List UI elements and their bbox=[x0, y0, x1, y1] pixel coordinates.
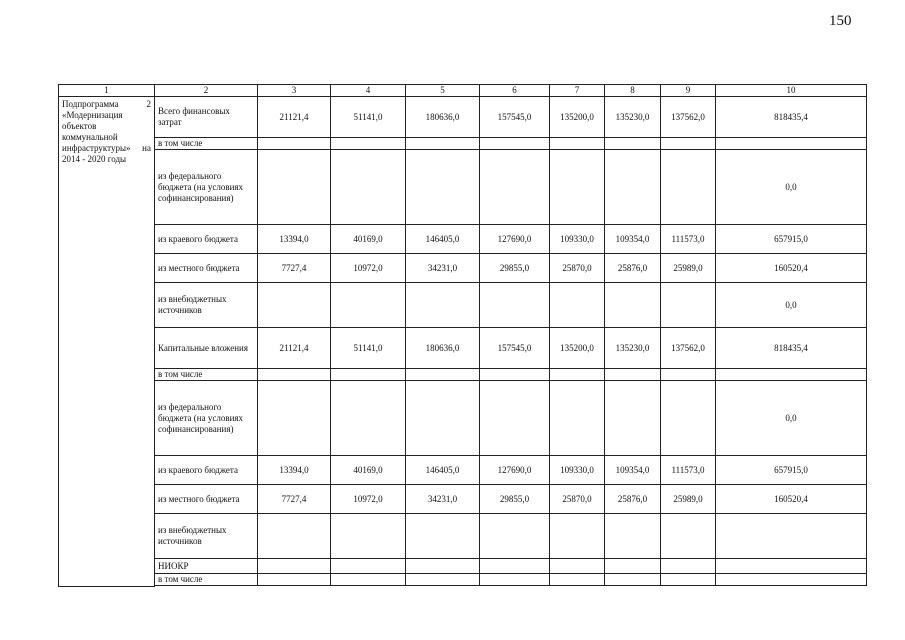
value-cell: 40169,0 bbox=[331, 456, 406, 485]
table-row bbox=[59, 328, 867, 369]
value-cell bbox=[258, 381, 331, 456]
value-cell: 109330,0 bbox=[550, 225, 605, 254]
value-cell: 109330,0 bbox=[550, 456, 605, 485]
value-cell bbox=[480, 574, 550, 586]
value-cell bbox=[331, 574, 406, 586]
value-cell: 111573,0 bbox=[661, 456, 716, 485]
value-cell: 51141,0 bbox=[331, 328, 406, 369]
value-cell bbox=[605, 381, 661, 456]
column-header: 2 bbox=[155, 85, 258, 97]
value-cell bbox=[605, 574, 661, 586]
value-cell bbox=[406, 381, 480, 456]
value-cell bbox=[605, 514, 661, 559]
value-cell: 146405,0 bbox=[406, 225, 480, 254]
value-cell bbox=[661, 574, 716, 586]
page-number: 150 bbox=[829, 13, 852, 29]
row-label: Всего финансовых затрат bbox=[155, 97, 258, 138]
value-cell: 180636,0 bbox=[406, 328, 480, 369]
column-header: 3 bbox=[258, 85, 331, 97]
column-header: 6 bbox=[480, 85, 550, 97]
value-cell bbox=[550, 514, 605, 559]
value-cell bbox=[480, 150, 550, 225]
program-label-cell: Подпрограмма 2 «Модернизация объектов коммунальной инфраструктуры» на 2014 - 2020 годы bbox=[59, 97, 155, 587]
column-header: 8 bbox=[605, 85, 661, 97]
row-label: в том числе bbox=[155, 369, 258, 381]
row-label: НИОКР bbox=[155, 559, 258, 574]
value-cell bbox=[331, 150, 406, 225]
column-header: 10 bbox=[716, 85, 867, 97]
table-row bbox=[59, 514, 867, 559]
row-label: из краевого бюджета bbox=[155, 225, 258, 254]
table-row bbox=[59, 150, 867, 225]
value-cell bbox=[605, 138, 661, 150]
header-row bbox=[59, 85, 867, 97]
value-cell bbox=[716, 514, 867, 559]
value-cell: 135200,0 bbox=[550, 328, 605, 369]
value-cell bbox=[331, 369, 406, 381]
value-cell bbox=[406, 559, 480, 574]
value-cell bbox=[258, 150, 331, 225]
value-cell: 21121,4 bbox=[258, 328, 331, 369]
table-row bbox=[59, 369, 867, 381]
value-cell: 137562,0 bbox=[661, 97, 716, 138]
column-header: 7 bbox=[550, 85, 605, 97]
table-row bbox=[59, 559, 867, 574]
value-cell bbox=[661, 283, 716, 328]
value-cell: 29855,0 bbox=[480, 254, 550, 283]
value-cell: 160520,4 bbox=[716, 485, 867, 514]
value-cell bbox=[550, 150, 605, 225]
value-cell bbox=[258, 574, 331, 586]
value-cell bbox=[605, 559, 661, 574]
value-cell bbox=[550, 574, 605, 586]
value-cell: 25989,0 bbox=[661, 485, 716, 514]
value-cell: 818435,4 bbox=[716, 328, 867, 369]
value-cell: 7727,4 bbox=[258, 254, 331, 283]
value-cell: 34231,0 bbox=[406, 485, 480, 514]
table-row bbox=[59, 97, 867, 138]
value-cell: 135200,0 bbox=[550, 97, 605, 138]
value-cell bbox=[661, 369, 716, 381]
value-cell bbox=[406, 138, 480, 150]
value-cell bbox=[406, 150, 480, 225]
value-cell bbox=[550, 381, 605, 456]
row-label: в том числе bbox=[155, 574, 258, 586]
value-cell: 180636,0 bbox=[406, 97, 480, 138]
value-cell bbox=[258, 559, 331, 574]
value-cell: 0,0 bbox=[716, 150, 867, 225]
value-cell: 25870,0 bbox=[550, 254, 605, 283]
value-cell bbox=[480, 283, 550, 328]
financing-table bbox=[58, 84, 867, 587]
value-cell bbox=[605, 369, 661, 381]
value-cell: 25989,0 bbox=[661, 254, 716, 283]
row-label: из внебюджетных источников bbox=[155, 514, 258, 559]
value-cell bbox=[406, 283, 480, 328]
value-cell bbox=[605, 150, 661, 225]
value-cell: 0,0 bbox=[716, 283, 867, 328]
value-cell: 657915,0 bbox=[716, 225, 867, 254]
value-cell bbox=[406, 514, 480, 559]
value-cell bbox=[480, 381, 550, 456]
value-cell: 13394,0 bbox=[258, 456, 331, 485]
value-cell: 13394,0 bbox=[258, 225, 331, 254]
value-cell bbox=[331, 283, 406, 328]
value-cell bbox=[480, 514, 550, 559]
value-cell bbox=[716, 559, 867, 574]
value-cell: 21121,4 bbox=[258, 97, 331, 138]
row-label: из местного бюджета bbox=[155, 485, 258, 514]
value-cell: 10972,0 bbox=[331, 485, 406, 514]
value-cell bbox=[406, 574, 480, 586]
value-cell bbox=[258, 369, 331, 381]
table-row bbox=[59, 485, 867, 514]
row-label: из федерального бюджета (на условиях софинансирования) bbox=[155, 381, 258, 456]
value-cell bbox=[480, 559, 550, 574]
table-row bbox=[59, 225, 867, 254]
value-cell bbox=[550, 138, 605, 150]
column-header: 9 bbox=[661, 85, 716, 97]
value-cell: 157545,0 bbox=[480, 328, 550, 369]
value-cell bbox=[716, 138, 867, 150]
value-cell bbox=[331, 381, 406, 456]
value-cell bbox=[661, 381, 716, 456]
value-cell: 160520,4 bbox=[716, 254, 867, 283]
value-cell bbox=[480, 138, 550, 150]
column-header: 1 bbox=[59, 85, 155, 97]
value-cell: 818435,4 bbox=[716, 97, 867, 138]
table-row bbox=[59, 381, 867, 456]
value-cell: 10972,0 bbox=[331, 254, 406, 283]
value-cell: 0,0 bbox=[716, 381, 867, 456]
value-cell: 657915,0 bbox=[716, 456, 867, 485]
value-cell bbox=[331, 138, 406, 150]
value-cell: 40169,0 bbox=[331, 225, 406, 254]
row-label: Капитальные вложения bbox=[155, 328, 258, 369]
value-cell: 157545,0 bbox=[480, 97, 550, 138]
value-cell bbox=[331, 514, 406, 559]
row-label: из местного бюджета bbox=[155, 254, 258, 283]
value-cell: 127690,0 bbox=[480, 456, 550, 485]
row-label: из краевого бюджета bbox=[155, 456, 258, 485]
column-header: 4 bbox=[331, 85, 406, 97]
value-cell: 29855,0 bbox=[480, 485, 550, 514]
value-cell bbox=[480, 369, 550, 381]
value-cell bbox=[550, 283, 605, 328]
row-label: из федерального бюджета (на условиях софинансирования) bbox=[155, 150, 258, 225]
table-row bbox=[59, 283, 867, 328]
value-cell: 51141,0 bbox=[331, 97, 406, 138]
value-cell: 7727,4 bbox=[258, 485, 331, 514]
value-cell bbox=[716, 369, 867, 381]
value-cell: 25876,0 bbox=[605, 485, 661, 514]
table-row bbox=[59, 138, 867, 150]
value-cell: 135230,0 bbox=[605, 328, 661, 369]
value-cell: 146405,0 bbox=[406, 456, 480, 485]
column-header: 5 bbox=[406, 85, 480, 97]
value-cell bbox=[406, 369, 480, 381]
value-cell: 25870,0 bbox=[550, 485, 605, 514]
value-cell bbox=[550, 369, 605, 381]
value-cell: 109354,0 bbox=[605, 456, 661, 485]
value-cell bbox=[661, 138, 716, 150]
value-cell: 111573,0 bbox=[661, 225, 716, 254]
table-row bbox=[59, 456, 867, 485]
value-cell bbox=[258, 138, 331, 150]
value-cell: 135230,0 bbox=[605, 97, 661, 138]
value-cell bbox=[605, 283, 661, 328]
row-label: в том числе bbox=[155, 138, 258, 150]
value-cell bbox=[716, 574, 867, 586]
table-row bbox=[59, 574, 867, 586]
value-cell bbox=[661, 559, 716, 574]
value-cell: 127690,0 bbox=[480, 225, 550, 254]
value-cell: 109354,0 bbox=[605, 225, 661, 254]
row-label: из внебюджетных источников bbox=[155, 283, 258, 328]
value-cell: 137562,0 bbox=[661, 328, 716, 369]
value-cell bbox=[258, 514, 331, 559]
value-cell: 25876,0 bbox=[605, 254, 661, 283]
value-cell bbox=[258, 283, 331, 328]
value-cell bbox=[661, 514, 716, 559]
value-cell: 34231,0 bbox=[406, 254, 480, 283]
value-cell bbox=[331, 559, 406, 574]
value-cell bbox=[661, 150, 716, 225]
table-row bbox=[59, 254, 867, 283]
value-cell bbox=[550, 559, 605, 574]
